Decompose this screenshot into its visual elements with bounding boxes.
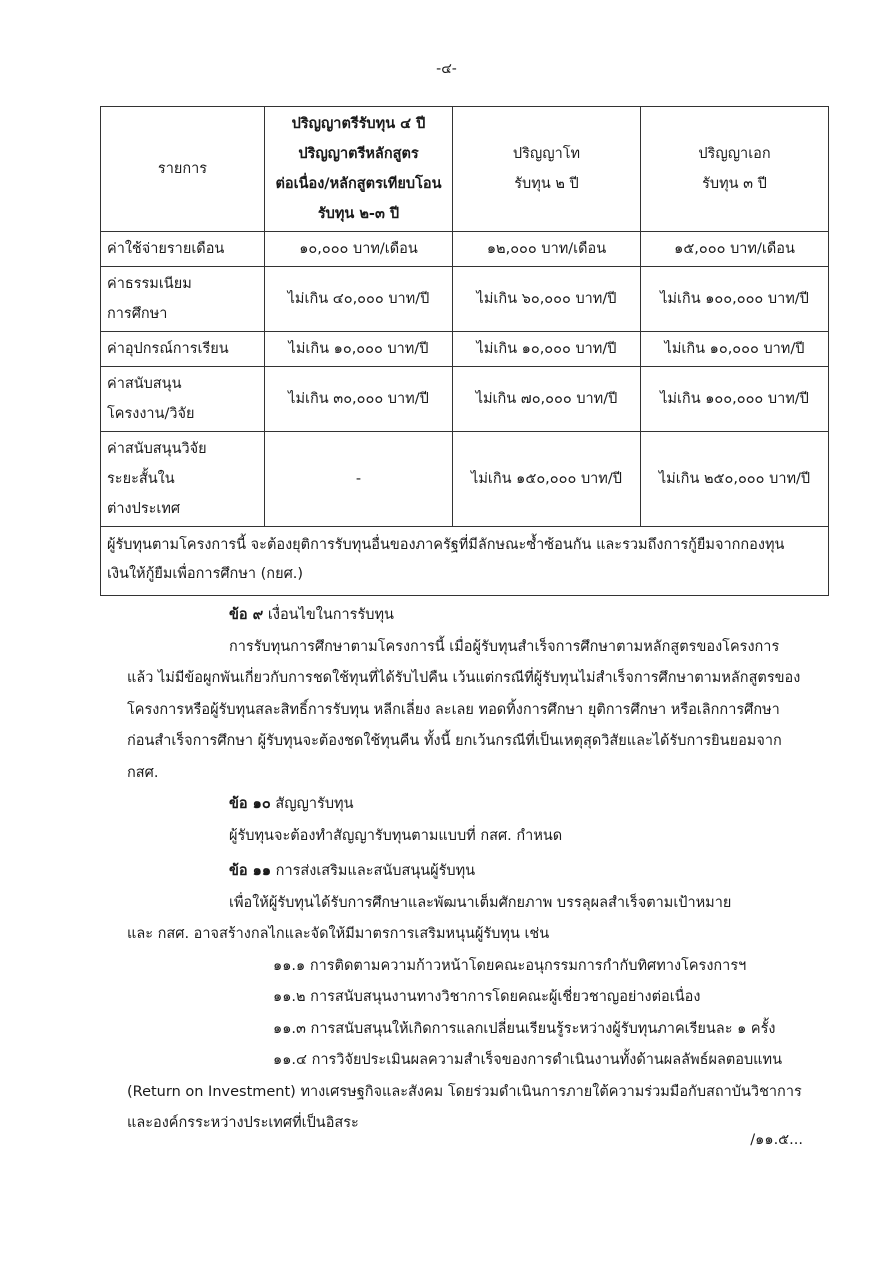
cell-master: ไม่เกิน ๑๐,๐๐๐ บาท/ปี	[453, 332, 641, 367]
cell-master: ๑๒,๐๐๐ บาท/เดือน	[453, 232, 641, 267]
page-number: -๔-	[436, 61, 457, 77]
header-line: รับทุน ๒ ปี	[514, 176, 579, 192]
table-note	[101, 527, 829, 596]
cell-master: ไม่เกิน ๖๐,๐๐๐ บาท/ปี	[453, 267, 641, 332]
table-row	[101, 367, 829, 432]
header-line: ต่อเนื่อง/หลักสูตรเทียบโอน	[275, 176, 442, 192]
row-item	[101, 232, 265, 267]
sub-item: ๑๑.๑ การติดตามความก้าวหน้าโดยคณะอนุกรรมการกำกับทิศทางโครงการฯ	[273, 957, 747, 974]
row-item-line: ค่าธรรมเนียม	[107, 276, 192, 292]
cell-bachelor: -	[265, 432, 453, 527]
row-item-line: ค่าอุปกรณ์การเรียน	[107, 341, 229, 357]
row-item-line: โครงงาน/วิจัย	[107, 406, 195, 422]
paragraph-line: ผู้รับทุนจะต้องทำสัญญารับทุนตามแบบที่ กสศ. กำหนด	[229, 827, 563, 844]
sub-item: ๑๑.๔ การวิจัยประเมินผลความสำเร็จของการดำเนินงานทั้งด้านผลลัพธ์ผลตอบแทน	[273, 1052, 783, 1068]
table-note-row	[101, 527, 829, 596]
row-item-line: ระยะสั้นใน	[107, 471, 175, 487]
header-line: ปริญญาเอก	[698, 146, 771, 162]
header-bachelor	[265, 107, 453, 232]
header-line: รับทุน ๒-๓ ปี	[317, 206, 400, 222]
paragraph-line: โครงการหรือผู้รับทุนสละสิทธิ์การรับทุน หลีกเลี่ยง ละเลย ทอดทิ้งการศึกษา ยุติการศึกษา หรือเลิกการศึกษา	[127, 701, 780, 718]
paragraph-line: เพื่อให้ผู้รับทุนได้รับการศึกษาและพัฒนาเต็มศักยภาพ บรรลุผลสำเร็จตามเป้าหมาย	[229, 894, 732, 911]
header-line: ปริญญาตรีรับทุน ๔ ปี	[291, 116, 426, 132]
clause-9-heading	[127, 600, 810, 632]
table-row	[101, 332, 829, 367]
row-item	[101, 267, 265, 332]
table-row	[101, 432, 829, 527]
clause-number: ข้อ ๑๑	[229, 863, 272, 879]
sub-item: ๑๑.๒ การสนับสนุนงานทางวิชาการโดยคณะผู้เชี่ยวชาญอย่างต่อเนื่อง	[273, 989, 701, 1005]
clause-title: เงื่อนไขในการรับทุน	[263, 607, 394, 623]
row-item	[101, 432, 265, 527]
sub-item: ๑๑.๓ การสนับสนุนให้เกิดการแลกเปลี่ยนเรียนรู้ระหว่างผู้รับทุนภาคเรียนละ ๑ ครั้ง	[273, 1020, 776, 1037]
header-doctorate	[641, 107, 829, 232]
cell-bachelor: ไม่เกิน ๔๐,๐๐๐ บาท/ปี	[265, 267, 453, 332]
row-item	[101, 367, 265, 432]
clause-11-heading	[127, 856, 810, 888]
clause-number: ข้อ ๑๐	[229, 796, 271, 812]
table-header-row	[101, 107, 829, 232]
cell-doctorate: ๑๕,๐๐๐ บาท/เดือน	[641, 232, 829, 267]
row-item-line: ค่าใช้จ่ายรายเดือน	[107, 241, 225, 257]
paragraph-line: ก่อนสำเร็จการศึกษา ผู้รับทุนจะต้องชดใช้ทุนคืน ทั้งนี้ ยกเว้นกรณีที่เป็นเหตุสุดวิสัยและได้รับการยินยอมจาก กสศ.	[127, 733, 782, 781]
cell-doctorate: ไม่เกิน ๑๐,๐๐๐ บาท/ปี	[641, 332, 829, 367]
cell-doctorate: ไม่เกิน ๑๐๐,๐๐๐ บาท/ปี	[641, 367, 829, 432]
body-text	[127, 600, 810, 1140]
header-line: ปริญญาโท	[512, 146, 581, 162]
note-line: เงินให้กู้ยืมเพื่อการศึกษา (กยศ.)	[107, 566, 304, 582]
clause-title: การส่งเสริมและสนับสนุนผู้รับทุน	[271, 863, 476, 879]
clause-number: ข้อ ๙	[229, 607, 264, 623]
paragraph-line: และ กสศ. อาจสร้างกลไกและจัดให้มีมาตรการเสริมหนุนผู้รับทุน เช่น	[127, 926, 550, 942]
cell-bachelor: ไม่เกิน ๓๐,๐๐๐ บาท/ปี	[265, 367, 453, 432]
row-item-line: ต่างประเทศ	[107, 501, 181, 517]
clause-title: สัญญารับทุน	[270, 796, 354, 812]
cell-doctorate: ไม่เกิน ๒๕๐,๐๐๐ บาท/ปี	[641, 432, 829, 527]
header-line: รับทุน ๓ ปี	[702, 176, 767, 192]
paragraph-line: และองค์กรระหว่างประเทศที่เป็นอิสระ	[127, 1115, 359, 1131]
cell-master: ไม่เกิน ๑๕๐,๐๐๐ บาท/ปี	[453, 432, 641, 527]
row-item-line: การศึกษา	[107, 306, 168, 322]
row-item	[101, 332, 265, 367]
paragraph-line: (Return on Investment) ทางเศรษฐกิจและสังคม โดยร่วมดำเนินการภายใต้ความร่วมมือกับสถาบันวิชาการ	[127, 1083, 802, 1100]
cell-bachelor: ๑๐,๐๐๐ บาท/เดือน	[265, 232, 453, 267]
next-page-marker: /๑๑.๕...	[750, 1132, 803, 1148]
cell-master: ไม่เกิน ๗๐,๐๐๐ บาท/ปี	[453, 367, 641, 432]
grant-table	[100, 106, 829, 596]
header-item: รายการ	[101, 107, 265, 232]
header-master	[453, 107, 641, 232]
table-row	[101, 232, 829, 267]
clause-10-heading	[127, 789, 810, 821]
table-row	[101, 267, 829, 332]
header-line: ปริญญาตรีหลักสูตร	[298, 146, 419, 162]
cell-doctorate: ไม่เกิน ๑๐๐,๐๐๐ บาท/ปี	[641, 267, 829, 332]
row-item-line: ค่าสนับสนุน	[107, 376, 182, 392]
paragraph-line: แล้ว ไม่มีข้อผูกพันเกี่ยวกับการชดใช้ทุนที่ได้รับไปคืน เว้นแต่กรณีที่ผู้รับทุนไม่สำเร็จการศึกษาตามหลักสูตรของ	[127, 670, 801, 686]
note-line: ผู้รับทุนตามโครงการนี้ จะต้องยุติการรับทุนอื่นของภาครัฐที่มีลักษณะซ้ำซ้อนกัน และรวมถึงการกู้ยืมจากกองทุน	[107, 537, 785, 553]
paragraph-line: การรับทุนการศึกษาตามโครงการนี้ เมื่อผู้รับทุนสำเร็จการศึกษาตามหลักสูตรของโครงการ	[229, 638, 780, 655]
row-item-line: ค่าสนับสนุนวิจัย	[107, 441, 207, 457]
cell-bachelor: ไม่เกิน ๑๐,๐๐๐ บาท/ปี	[265, 332, 453, 367]
